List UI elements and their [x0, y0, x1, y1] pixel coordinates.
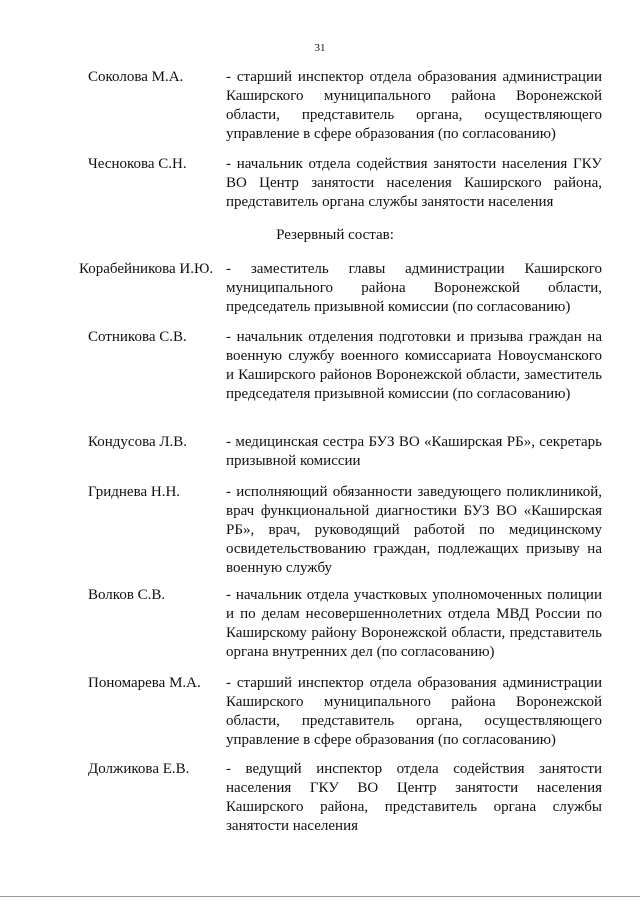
member-description: - заместитель главы администрации Каширского муниципального района Воронежской области, председатель призывной комиссии (по согласованию): [226, 261, 602, 315]
member-name: Соколова М.А.: [88, 69, 184, 85]
member-description: - начальник отдела участковых уполномоченных полиции и по делам несовершеннолетних отдела МВД России по Каширскому району Воронежской области, представитель органа внутренних дел (по согласованию): [226, 587, 602, 660]
member-description: - ведущий инспектор отдела содействия занятости населения ГКУ ВО Центр занятости населения Каширского района, представитель органа службы занятости населения: [226, 761, 602, 834]
member-description: - медицинская сестра БУЗ ВО «Каширская РБ», секретарь призывной комиссии: [226, 434, 602, 469]
member-description: - старший инспектор отдела образования администрации Каширского муниципального района Воронежской области, представитель органа, осуществляющего управление в сфере образования (по согласованию): [226, 69, 602, 142]
member-name: Пономарева М.А.: [88, 675, 201, 691]
member-name: Корабейникова И.Ю.: [79, 261, 214, 277]
member-name: Волков С.В.: [88, 587, 166, 603]
member-name: Чеснокова С.Н.: [88, 156, 187, 172]
member-name: Кондусова Л.В.: [88, 434, 188, 450]
member-name: Гриднева Н.Н.: [88, 484, 181, 500]
page-bottom-edge: [0, 896, 640, 897]
reserve-heading: Резервный состав:: [276, 227, 394, 243]
page-number: 31: [314, 42, 326, 54]
member-description: - начальник отдела содействия занятости населения ГКУ ВО Центр занятости населения Каширского района, представитель органа службы занятости населения: [226, 156, 602, 210]
member-description: - исполняющий обязанности заведующего поликлиникой, врач функциональной диагностики БУЗ ВО «Каширская РБ», врач, руководящий работой по медицинскому освидетельствованию граждан, подлежащих призыву на военную службу: [226, 484, 602, 576]
member-name: Должикова Е.В.: [88, 761, 190, 777]
member-description: - старший инспектор отдела образования администрации Каширского муниципального района Воронежской области, представитель органа, осуществляющего управление в сфере образования (по согласованию): [226, 675, 602, 748]
member-name: Сотникова С.В.: [88, 329, 187, 345]
member-description: - начальник отделения подготовки и призыва граждан на военную службу военного комиссариата Новоусманского и Каширского районов Воронежской области, заместитель председателя призывной комиссии (по согласованию): [226, 329, 602, 402]
